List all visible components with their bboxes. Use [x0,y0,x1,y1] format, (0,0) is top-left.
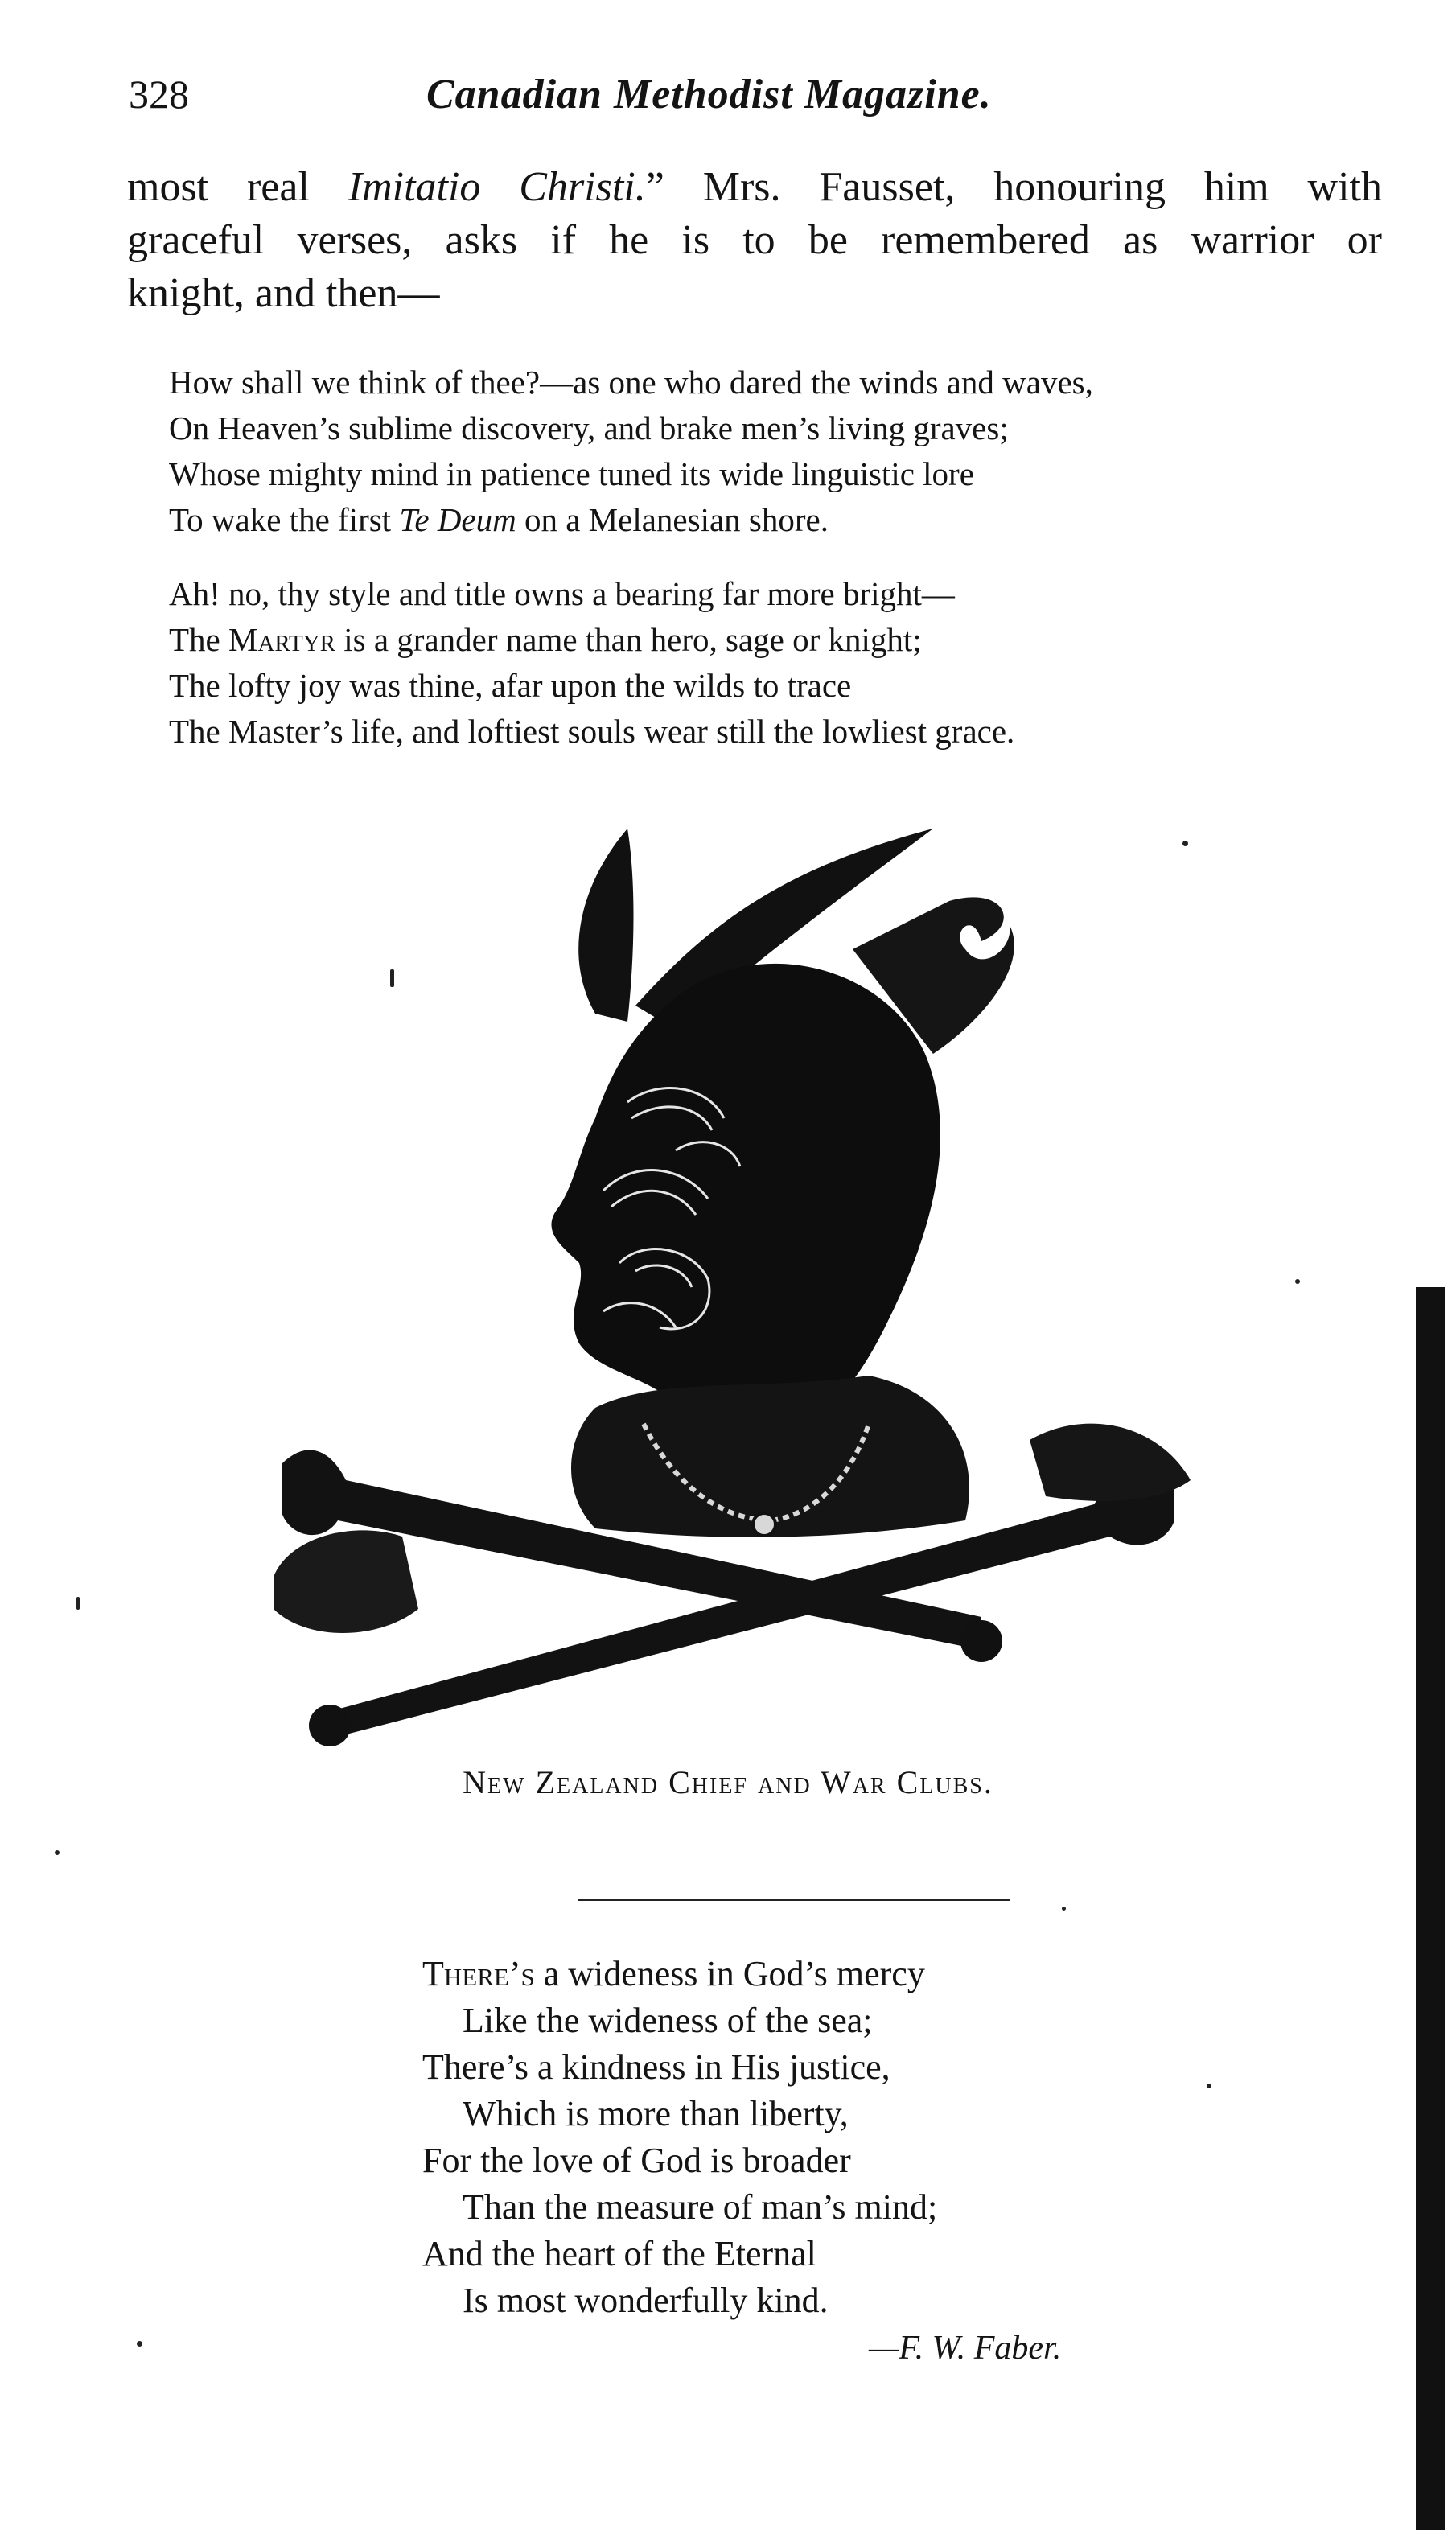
stanza1-line-2: On Heaven’s sublime discovery, and brake men’s living graves; [169,409,1009,446]
scan-speck [137,2341,142,2347]
poem-line-5: For the love of God is broader [422,2141,851,2180]
poem-line-3: There’s a kindness in His justice, [422,2047,890,2087]
scan-speck [55,1850,60,1855]
prose-line-1-end: ” Mrs. Fausset, honouring him with [645,164,1383,210]
poem-line-2: Like the wideness of the sea; [463,2001,873,2040]
club-feathered-head [1030,1424,1191,1501]
quoted-stanza-2 [169,571,1014,755]
running-title: Canadian Methodist Magazine. [426,72,992,117]
prose-line-1-start: most real [127,164,348,210]
club-knob-left [309,1705,351,1746]
club-carved-blade [274,1530,418,1633]
stanza1-line-4-start: To wake the first [169,501,400,538]
poem-line-1 [422,1951,937,1997]
page-header [129,71,1384,135]
poem-line-1-opening: There’s [422,1954,535,1993]
stanza2-line-2-start: The [169,621,228,658]
te-deum-title: Te Deum [399,501,516,538]
stanza1-line-4-end: on a Melanesian shore. [516,501,829,538]
scan-speck [1182,841,1188,846]
body-paragraph [127,161,1382,320]
poem-line-1-rest: a wideness in God’s mercy [534,1954,925,1993]
scan-speck [1295,1279,1300,1284]
prose-line-2: graceful verses, asks if he is to be remembered as warrior or [127,217,1382,263]
poem-line-4: Which is more than liberty, [463,2094,849,2133]
poem-line-7: And the heart of the Eternal [422,2234,816,2273]
chief-shoulders [571,1376,969,1537]
scan-edge-shadow [1416,1287,1445,2530]
section-divider [578,1899,1010,1901]
prose-line-3: knight, and then— [127,270,440,316]
scan-speck [1207,2084,1211,2088]
stanza1-line-4 [169,497,1093,543]
stanza2-line-2-end: is a grander name than hero, sage or knight; [335,621,922,658]
scan-speck [1062,1907,1066,1911]
poem-attribution: —F. W. Faber. [869,2330,1062,2367]
figure-caption: New Zealand Chief and War Clubs. [463,1764,993,1800]
faber-poem [422,1951,937,2324]
poem-line-6: Than the measure of man’s mind; [463,2187,938,2227]
prose-line-1 [127,161,1382,214]
club-knob-right [960,1620,1002,1662]
stanza2-line-3: The lofty joy was thine, afar upon the wilds to trace [169,667,852,704]
imitatio-christi-title: Imitatio Christi. [348,164,646,210]
stanza1-line-3: Whose mighty mind in patience tuned its wide linguistic lore [169,455,974,492]
pendant [753,1513,775,1536]
feather-left [578,829,633,1022]
stanza2-line-4: The Master’s life, and loftiest souls wear still the lowliest grace. [169,713,1015,750]
stanza1-line-1: How shall we think of thee?—as one who dared the winds and waves, [169,364,1093,401]
stanza2-line-2 [169,617,1014,663]
scan-speck [76,1597,80,1610]
chief-head [551,964,940,1444]
martyr-word: Martyr [228,621,335,658]
chief-engraving-illustration [257,812,1255,1762]
scan-speck [390,969,394,987]
poem-line-8: Is most wonderfully kind. [463,2281,829,2320]
quoted-stanza-1 [169,360,1093,543]
stanza2-line-1: Ah! no, thy style and title owns a bearing far more bright— [169,575,955,612]
page-number: 328 [129,72,189,117]
